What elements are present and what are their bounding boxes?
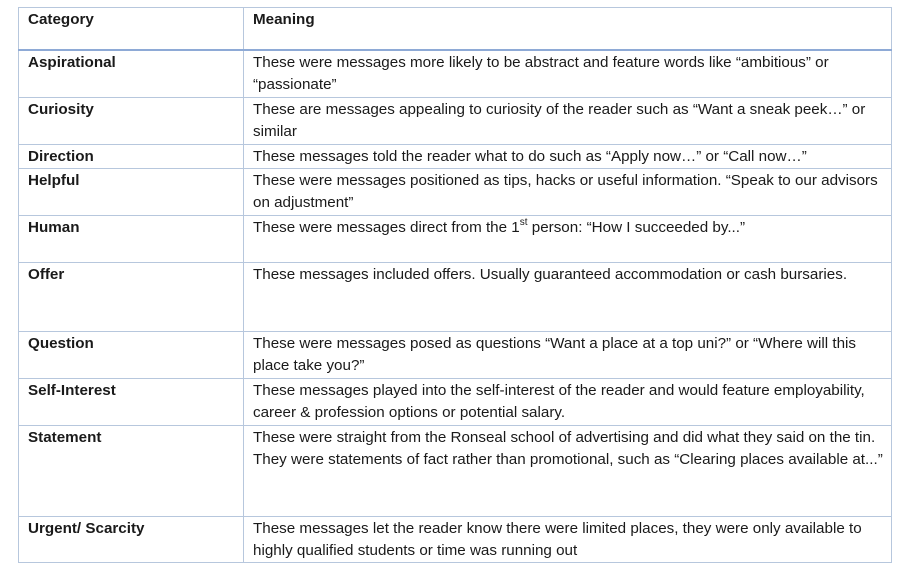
meaning-cell <box>244 216 892 263</box>
table-row <box>19 426 892 517</box>
table-row <box>19 145 892 169</box>
ordinal-superscript: st <box>519 216 528 228</box>
category-cell: Statement <box>19 426 244 517</box>
meaning-cell: These messages told the reader what to do such as “Apply now…” or “Call now…” <box>244 145 892 169</box>
header-category: Category <box>19 8 244 51</box>
meaning-text-before: These were messages direct from the 1 <box>253 219 520 236</box>
meaning-text-after: person: “How I succeeded by...” <box>527 219 746 236</box>
table-row <box>19 263 892 332</box>
table-header-row <box>19 8 892 51</box>
table-row <box>19 332 892 379</box>
category-cell: Curiosity <box>19 98 244 145</box>
table-row <box>19 98 892 145</box>
category-cell: Self-Interest <box>19 379 244 426</box>
category-cell: Direction <box>19 145 244 169</box>
category-cell: Question <box>19 332 244 379</box>
meaning-cell: These were messages posed as questions “Want a place at a top uni?” or “Where will this place take you?” <box>244 332 892 379</box>
meaning-cell: These messages included offers. Usually guaranteed accommodation or cash bursaries. <box>244 263 892 332</box>
header-meaning: Meaning <box>244 8 892 51</box>
table-row <box>19 379 892 426</box>
category-meaning-table <box>18 7 892 563</box>
meaning-cell: These were straight from the Ronseal school of advertising and did what they said on the tin. They were statements of fact rather than promotional, such as “Clearing places available at...” <box>244 426 892 517</box>
meaning-cell: These were messages positioned as tips, hacks or useful information. “Speak to our advisors on adjustment” <box>244 169 892 216</box>
meaning-cell: These were messages more likely to be abstract and feature words like “ambitious” or “passionate” <box>244 50 892 98</box>
meaning-cell: These are messages appealing to curiosity of the reader such as “Want a sneak peek…” or similar <box>244 98 892 145</box>
category-cell: Urgent/ Scarcity <box>19 517 244 563</box>
meaning-cell: These messages played into the self-interest of the reader and would feature employability, career & profession options or potential salary. <box>244 379 892 426</box>
category-cell: Offer <box>19 263 244 332</box>
table-row <box>19 169 892 216</box>
category-cell: Human <box>19 216 244 263</box>
meaning-cell: These messages let the reader know there were limited places, they were only available to highly qualified students or time was running out <box>244 517 892 563</box>
category-cell: Helpful <box>19 169 244 216</box>
category-cell: Aspirational <box>19 50 244 98</box>
table-row <box>19 50 892 98</box>
table-row <box>19 517 892 563</box>
table-row <box>19 216 892 263</box>
